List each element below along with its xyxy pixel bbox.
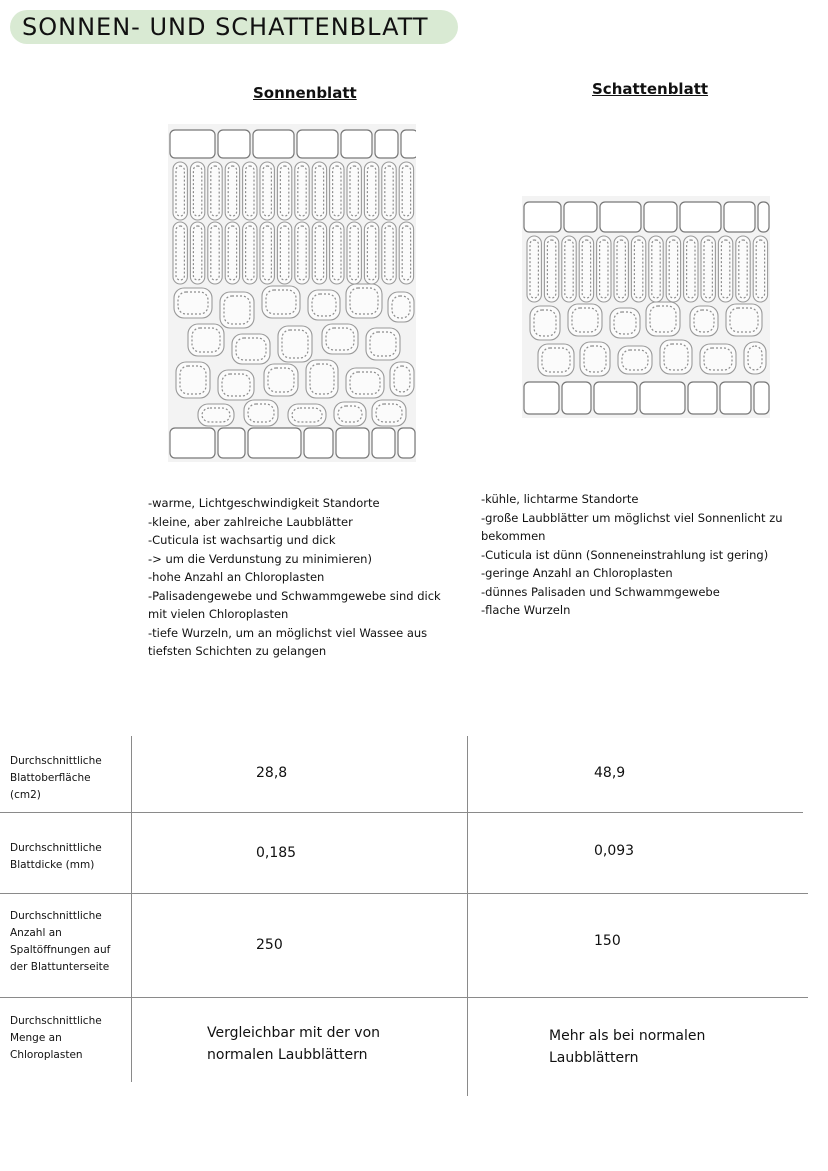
shade-leaf-value-cell [594, 930, 621, 952]
epidermis-cell [297, 130, 338, 158]
sun-leaf-note-line: mit vielen Chloroplasten [148, 607, 289, 621]
spongy-cell [278, 326, 312, 362]
spongy-cell [366, 328, 400, 360]
table-divider-horizontal-3 [0, 997, 808, 998]
palisade-cell [312, 162, 326, 220]
shade-leaf-note-line: bekommen [481, 529, 546, 543]
shade-leaf-cross-section-drawing [522, 196, 770, 418]
table-row-label-line: Durchschnittliche [10, 842, 102, 854]
sun-leaf-note-line: -warme, Lichtgeschwindigkeit Standorte [148, 496, 380, 510]
spongy-cell [346, 284, 382, 318]
spongy-cell [232, 334, 270, 364]
sun-leaf-value-cell [256, 934, 283, 956]
table-row-label-line: Chloroplasten [10, 1049, 83, 1061]
shade-leaf-value-line: 0,093 [594, 843, 635, 859]
shade-leaf-notes [481, 490, 783, 620]
epidermis-cell [640, 382, 685, 414]
shade-leaf-value-line: Laubblättern [549, 1050, 639, 1066]
palisade-cell [295, 162, 309, 220]
sun-leaf-note-line: tiefsten Schichten zu gelangen [148, 644, 327, 658]
epidermis-cell [253, 130, 294, 158]
table-row-label-line: Durchschnittliche [10, 910, 102, 922]
sun-leaf-cross-section-drawing [168, 124, 416, 462]
epidermis-cell [754, 382, 769, 414]
spongy-cell [538, 344, 574, 376]
epidermis-cell [720, 382, 751, 414]
palisade-cell [614, 236, 628, 302]
spongy-cell [188, 324, 224, 356]
epidermis-cell [248, 428, 301, 458]
sun-leaf-notes [148, 494, 441, 661]
table-row-label [10, 1013, 128, 1064]
palisade-cell [701, 236, 715, 302]
palisade-cell [736, 236, 750, 302]
sun-leaf-note-line: -Palisadengewebe und Schwammgewebe sind dick [148, 588, 441, 603]
shade-leaf-value-cell [594, 762, 625, 784]
shade-leaf-value-line: 150 [594, 933, 621, 949]
epidermis-cell [758, 202, 769, 232]
sun-leaf-value-line: Vergleichbar mit der von [207, 1025, 381, 1041]
epidermis-cell [336, 428, 369, 458]
table-row-label-line: Blattoberfläche [10, 772, 91, 784]
epidermis-cell [341, 130, 372, 158]
spongy-cell [346, 368, 384, 398]
epidermis-cell [594, 382, 637, 414]
palisade-cell [718, 236, 732, 302]
palisade-cell [208, 222, 222, 284]
sun-leaf-note-line: -> um die Verdunstung zu minimieren) [148, 551, 372, 566]
palisade-cell [347, 162, 361, 220]
spongy-cell [726, 304, 762, 336]
palisade-cell [277, 222, 291, 284]
sun-leaf-value-line: 28,8 [256, 765, 288, 781]
table-row-label-line: Durchschnittliche [10, 755, 102, 767]
palisade-cell [649, 236, 663, 302]
epidermis-cell [218, 130, 250, 158]
sun-leaf-value-cell [256, 842, 296, 864]
epidermis-cell [375, 130, 398, 158]
palisade-cell [562, 236, 576, 302]
table-divider-vertical-1 [131, 736, 132, 1082]
shade-leaf-note-line: -Cuticula ist dünn (Sonneneinstrahlung ist gering) [481, 547, 769, 562]
palisade-cell [597, 236, 611, 302]
palisade-cell [544, 236, 558, 302]
palisade-cell [190, 222, 204, 284]
sun-leaf-heading: Sonnenblatt [253, 84, 357, 102]
table-row-label-line: Durchschnittliche [10, 1015, 102, 1027]
epidermis-cell [170, 428, 215, 458]
table-row-label-line: Menge an [10, 1032, 62, 1044]
table-row-label [10, 908, 128, 976]
sun-leaf-value-line: normalen Laubblättern [207, 1047, 368, 1063]
palisade-cell [382, 162, 396, 220]
table-row-label [10, 753, 128, 804]
epidermis-cell [562, 382, 591, 414]
palisade-cell [173, 162, 187, 220]
shade-leaf-value-cell [594, 840, 634, 862]
table-row-label-line: der Blattunterseite [10, 961, 110, 973]
palisade-cell [364, 222, 378, 284]
epidermis-cell [644, 202, 677, 232]
palisade-cell [312, 222, 326, 284]
sun-leaf-value-cell [207, 1022, 380, 1066]
palisade-cell [399, 162, 413, 220]
epidermis-cell [724, 202, 755, 232]
table-row-label [10, 840, 128, 874]
sun-leaf-note-line: -Cuticula ist wachsartig und dick [148, 533, 336, 547]
epidermis-cell [304, 428, 333, 458]
shade-leaf-value-cell [549, 1025, 705, 1069]
table-row-label-line: (cm2) [10, 789, 41, 801]
epidermis-cell [218, 428, 245, 458]
spongy-cell [220, 292, 254, 328]
palisade-cell [190, 162, 204, 220]
palisade-cell [631, 236, 645, 302]
epidermis-cell [398, 428, 415, 458]
palisade-cell [330, 222, 344, 284]
epidermis-cell [688, 382, 717, 414]
palisade-cell [399, 222, 413, 284]
epidermis-cell [564, 202, 597, 232]
palisade-cell [684, 236, 698, 302]
epidermis-cell [524, 382, 559, 414]
palisade-cell [347, 222, 361, 284]
palisade-cell [382, 222, 396, 284]
palisade-cell [753, 236, 767, 302]
palisade-cell [243, 162, 257, 220]
palisade-cell [173, 222, 187, 284]
spongy-cell [288, 404, 326, 426]
palisade-cell [243, 222, 257, 284]
spongy-cell [264, 364, 298, 396]
epidermis-cell [401, 130, 416, 158]
shade-leaf-note-line: -kühle, lichtarme Standorte [481, 492, 639, 506]
shade-leaf-note-line: -dünnes Palisaden und Schwammgewebe [481, 584, 720, 599]
palisade-cell [330, 162, 344, 220]
palisade-cell [225, 162, 239, 220]
sun-leaf-value-cell [256, 762, 287, 784]
shade-leaf-note-line: -geringe Anzahl an Chloroplasten [481, 566, 673, 580]
epidermis-cell [600, 202, 641, 232]
sun-leaf-value-line: 0,185 [256, 845, 297, 861]
palisade-cell [295, 222, 309, 284]
shade-leaf-value-line: Mehr als bei normalen [549, 1028, 706, 1044]
palisade-cell [277, 162, 291, 220]
table-row-label-line: Anzahl an [10, 927, 62, 939]
page-title: SONNEN- UND SCHATTENBLATT [22, 13, 429, 41]
epidermis-cell [170, 130, 215, 158]
table-divider-horizontal-1 [0, 812, 803, 813]
epidermis-cell [372, 428, 395, 458]
spongy-cell [174, 288, 212, 318]
palisade-cell [208, 162, 222, 220]
shade-leaf-value-line: 48,9 [594, 765, 626, 781]
palisade-cell [666, 236, 680, 302]
spongy-cell [744, 342, 766, 374]
table-row-label-line: Spaltöffnungen auf [10, 944, 111, 956]
spongy-cell [568, 304, 602, 336]
epidermis-cell [524, 202, 561, 232]
sun-leaf-note-line: -kleine, aber zahlreiche Laubblätter [148, 514, 353, 529]
spongy-cell [262, 286, 300, 318]
palisade-cell [527, 236, 541, 302]
spongy-cell [176, 362, 210, 398]
spongy-cell [306, 360, 338, 398]
palisade-cell [364, 162, 378, 220]
palisade-cell [225, 222, 239, 284]
palisade-cell [260, 162, 274, 220]
sun-leaf-note-line: -hohe Anzahl an Chloroplasten [148, 570, 325, 584]
spongy-cell [660, 340, 692, 374]
palisade-cell [579, 236, 593, 302]
table-divider-vertical-2 [467, 736, 468, 1096]
shade-leaf-note-line: -flache Wurzeln [481, 603, 571, 617]
shade-leaf-note-line: -große Laubblätter um möglichst viel Sonnenlicht zu [481, 510, 783, 525]
sun-leaf-value-line: 250 [256, 937, 283, 953]
table-row-label-line: Blattdicke (mm) [10, 859, 95, 871]
spongy-cell [646, 302, 680, 336]
palisade-cell [260, 222, 274, 284]
shade-leaf-heading: Schattenblatt [592, 80, 709, 98]
epidermis-cell [680, 202, 721, 232]
table-divider-horizontal-2 [0, 893, 808, 894]
sun-leaf-note-line: -tiefe Wurzeln, um an möglichst viel Wassee aus [148, 625, 428, 640]
spongy-cell [198, 404, 234, 426]
